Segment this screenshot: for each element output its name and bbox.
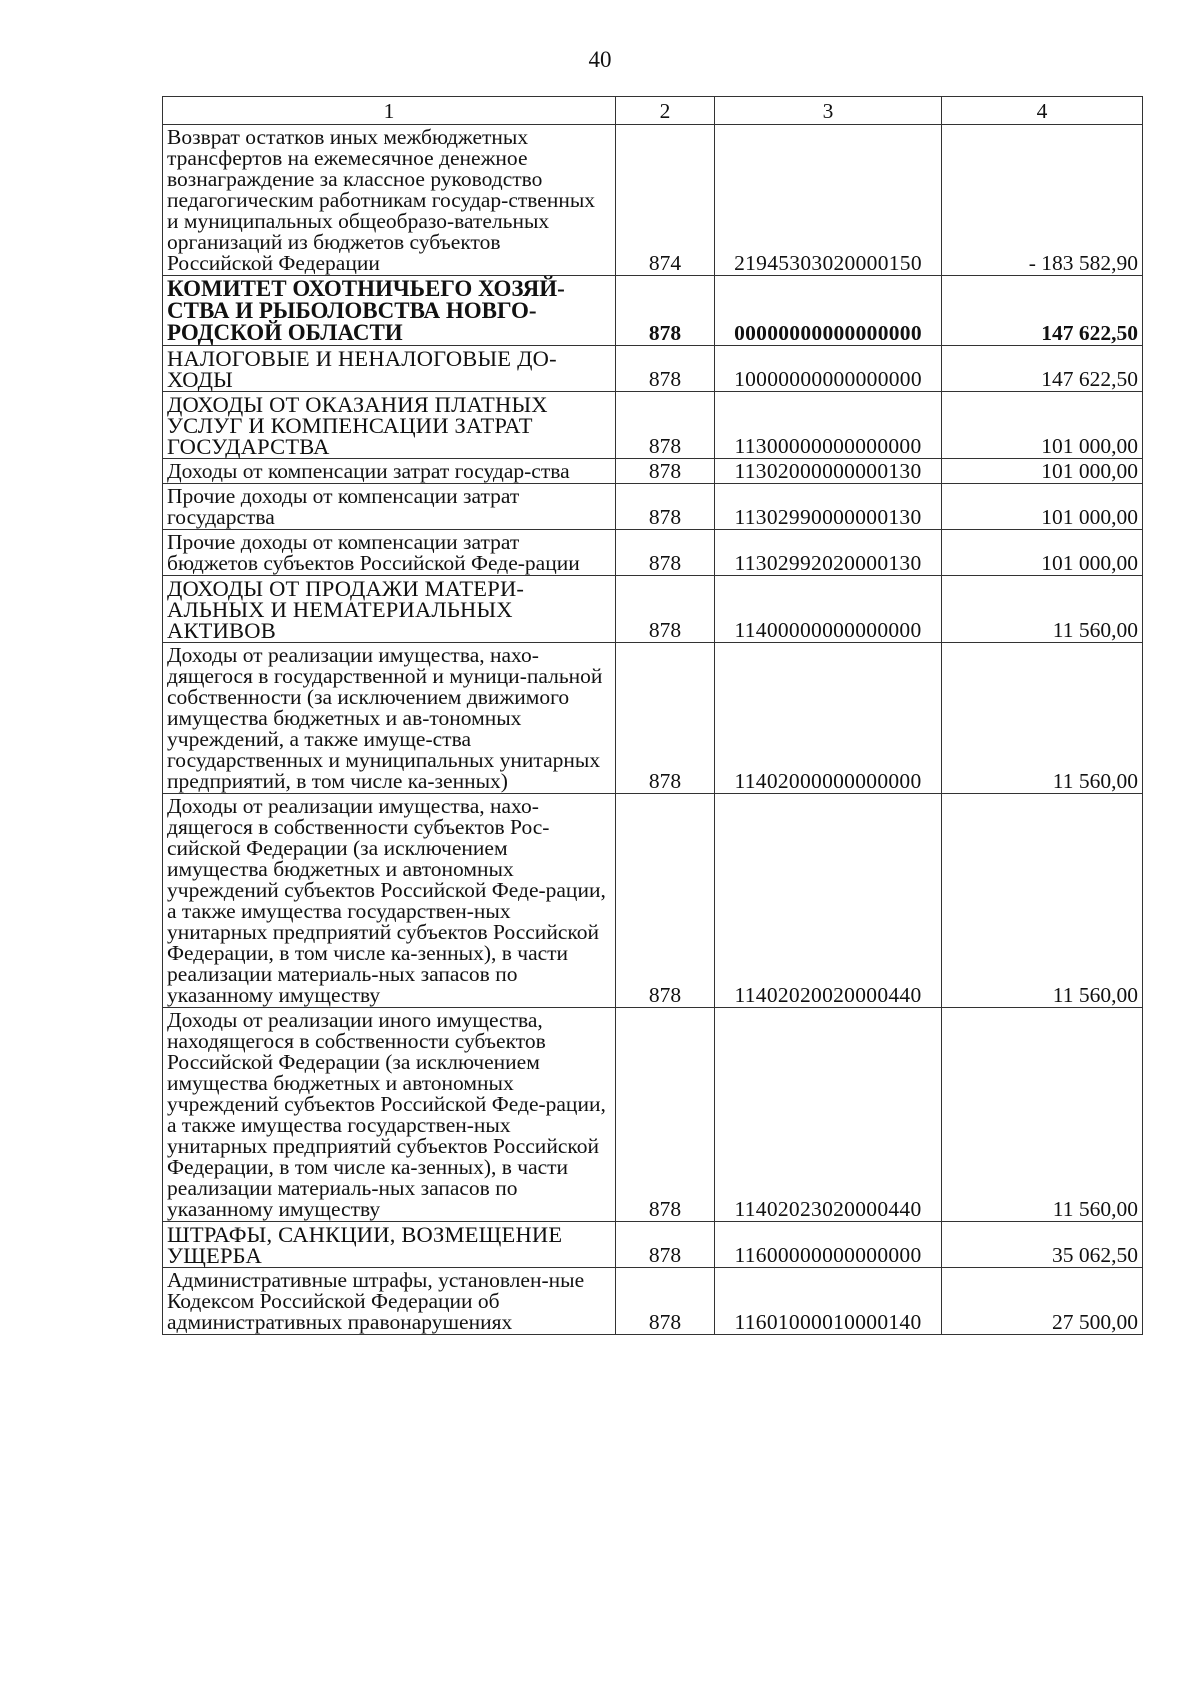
table-row [163,459,1143,484]
revenue-table [162,96,1143,1335]
row-admin-code: 878 [616,1222,715,1268]
row-budget-code: 11402020020000440 [715,794,942,1008]
row-budget-code: 11600000000000000 [715,1222,942,1268]
table-header-row [163,97,1143,125]
row-amount: 27 500,00 [942,1268,1143,1335]
row-name: Административные штрафы, установлен-ные Кодексом Российской Федерации об административных правонарушениях [163,1268,616,1335]
table-row [163,484,1143,530]
row-admin-code: 874 [616,125,715,276]
row-admin-code: 878 [616,576,715,643]
row-budget-code: 11601000010000140 [715,1268,942,1335]
row-name: ДОХОДЫ ОТ ОКАЗАНИЯ ПЛАТНЫХ УСЛУГ И КОМПЕНСАЦИИ ЗАТРАТ ГОСУДАРСТВА [163,392,616,459]
row-budget-code: 11302000000000130 [715,459,942,484]
row-budget-code: 11402023020000440 [715,1008,942,1222]
row-amount: 101 000,00 [942,530,1143,576]
table-row [163,1268,1143,1335]
row-amount: 101 000,00 [942,459,1143,484]
row-budget-code: 11302992020000130 [715,530,942,576]
row-admin-code: 878 [616,1268,715,1335]
row-admin-code: 878 [616,484,715,530]
column-header-2: 2 [616,97,715,125]
row-admin-code: 878 [616,459,715,484]
table-row [163,125,1143,276]
table-row [163,276,1143,346]
row-admin-code: 878 [616,794,715,1008]
row-admin-code: 878 [616,392,715,459]
row-amount: 101 000,00 [942,392,1143,459]
row-amount: 35 062,50 [942,1222,1143,1268]
column-header-3: 3 [715,97,942,125]
row-admin-code: 878 [616,276,715,346]
row-budget-code: 00000000000000000 [715,276,942,346]
row-name: НАЛОГОВЫЕ И НЕНАЛОГОВЫЕ ДО-ХОДЫ [163,346,616,392]
row-budget-code: 11300000000000000 [715,392,942,459]
row-amount: 11 560,00 [942,576,1143,643]
row-name: Доходы от реализации имущества, нахо-дящегося в государственной и муници-пальной собственности (за исключением движимого имущества бюджетных и ав-тономных учреждений, а также имуще-ства государственных и муниципальных унитарных предприятий, в том числе ка-зенных) [163,643,616,794]
row-name: КОМИТЕТ ОХОТНИЧЬЕГО ХОЗЯЙ-СТВА И РЫБОЛОВСТВА НОВГО-РОДСКОЙ ОБЛАСТИ [163,276,616,346]
column-header-1: 1 [163,97,616,125]
table-row [163,576,1143,643]
table-row [163,643,1143,794]
row-budget-code: 21945303020000150 [715,125,942,276]
table-row [163,530,1143,576]
row-admin-code: 878 [616,643,715,794]
row-amount: 101 000,00 [942,484,1143,530]
row-amount: 11 560,00 [942,1008,1143,1222]
row-amount: - 183 582,90 [942,125,1143,276]
row-amount: 11 560,00 [942,643,1143,794]
page-number: 40 [588,47,612,72]
row-budget-code: 11400000000000000 [715,576,942,643]
row-name: Доходы от компенсации затрат государ-ства [163,459,616,484]
table-row [163,1008,1143,1222]
table-row [163,392,1143,459]
row-admin-code: 878 [616,346,715,392]
row-name: Прочие доходы от компенсации затрат бюджетов субъектов Российской Феде-рации [163,530,616,576]
table-row [163,346,1143,392]
row-budget-code: 10000000000000000 [715,346,942,392]
row-name: Доходы от реализации иного имущества, находящегося в собственности субъектов Российской Федерации (за исключением имущества бюджетных и автономных учреждений субъектов Российской Феде-рации, а также имущества государствен-ных унитарных предприятий субъектов Российской Федерации, в том числе ка-зенных), в части реализации материаль-ных запасов по указанному имуществу [163,1008,616,1222]
column-header-4: 4 [942,97,1143,125]
row-name: ШТРАФЫ, САНКЦИИ, ВОЗМЕЩЕНИЕ УЩЕРБА [163,1222,616,1268]
row-budget-code: 11402000000000000 [715,643,942,794]
row-name: Возврат остатков иных межбюджетных трансфертов на ежемесячное денежное вознаграждение за классное руководство педагогическим работникам государ-ственных и муниципальных общеобразо-вательных организаций из бюджетов субъектов Российской Федерации [163,125,616,276]
row-name: ДОХОДЫ ОТ ПРОДАЖИ МАТЕРИ-АЛЬНЫХ И НЕМАТЕРИАЛЬНЫХ АКТИВОВ [163,576,616,643]
row-admin-code: 878 [616,1008,715,1222]
row-name: Прочие доходы от компенсации затрат государства [163,484,616,530]
row-admin-code: 878 [616,530,715,576]
table-row [163,794,1143,1008]
row-name: Доходы от реализации имущества, нахо-дящегося в собственности субъектов Рос-сийской Федерации (за исключением имущества бюджетных и автономных учреждений субъектов Российской Феде-рации, а также имущества государствен-ных унитарных предприятий субъектов Российской Федерации, в том числе ка-зенных), в части реализации материаль-ных запасов по указанному имуществу [163,794,616,1008]
row-budget-code: 11302990000000130 [715,484,942,530]
row-amount: 147 622,50 [942,346,1143,392]
table-row [163,1222,1143,1268]
row-amount: 11 560,00 [942,794,1143,1008]
row-amount: 147 622,50 [942,276,1143,346]
